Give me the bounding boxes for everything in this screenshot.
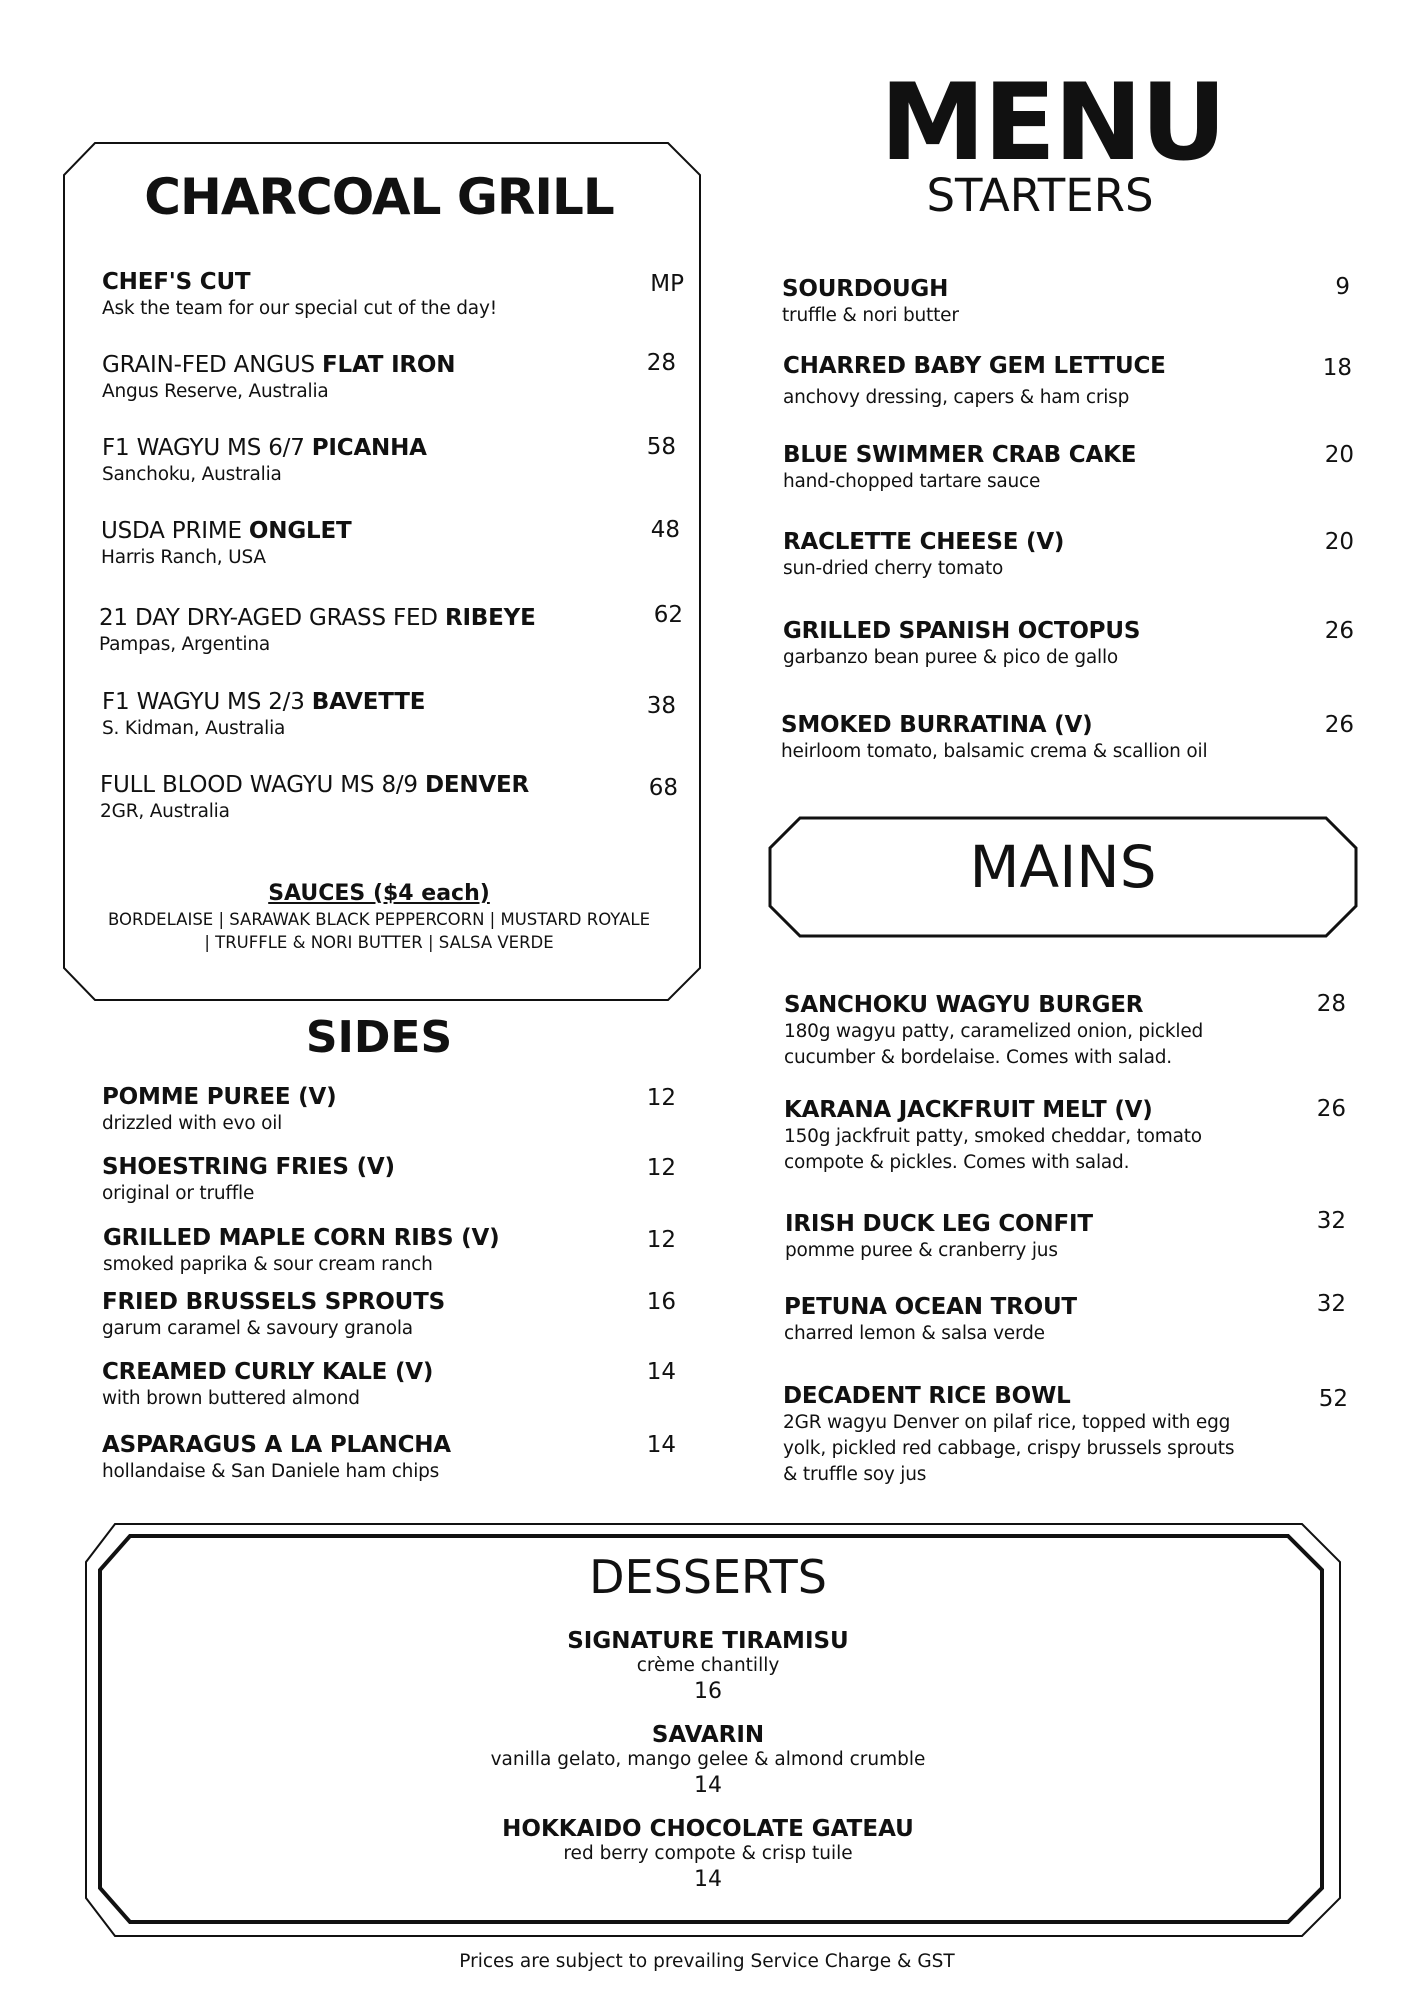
mains-item — [784, 1293, 1077, 1347]
sides-item-desc: garum caramel & savoury granola — [102, 1318, 413, 1339]
starters-item — [783, 528, 1064, 582]
grill-item-price: MP — [650, 271, 684, 297]
desserts-item-price: 14 — [694, 1773, 722, 1798]
desserts-item-name: SIGNATURE TIRAMISU — [567, 1628, 849, 1654]
mains-item-desc-line: pomme puree & cranberry jus — [785, 1240, 1058, 1261]
sides-item-desc: drizzled with evo oil — [102, 1113, 283, 1134]
mains-item-name: SANCHOKU WAGYU BURGER — [784, 992, 1144, 1018]
sides-item — [102, 1358, 433, 1412]
starters-item — [782, 275, 959, 329]
starters-item-name: CHARRED BABY GEM LETTUCE — [783, 353, 1166, 379]
desserts-item-price: 16 — [694, 1679, 722, 1704]
grill-item-desc: Ask the team for our special cut of the day! — [102, 298, 497, 319]
grill-item-prefix: USDA PRIME — [101, 518, 249, 544]
grill-item-prefix: GRAIN-FED ANGUS — [102, 352, 322, 378]
desserts-item — [100, 1721, 1316, 1801]
mains-item-desc-line: compote & pickles. Comes with salad. — [784, 1152, 1130, 1173]
sides-item — [102, 1431, 451, 1485]
starters-item-price: 26 — [1324, 618, 1354, 644]
mains-title: MAINS — [969, 833, 1157, 901]
sides-item-name: FRIED BRUSSELS SPROUTS — [102, 1289, 445, 1315]
starters-item-name: SMOKED BURRATINA (V) — [781, 712, 1093, 738]
sides-item-price: 14 — [646, 1359, 676, 1385]
starters-item-price: 20 — [1324, 529, 1354, 555]
sides-item-name: CREAMED CURLY KALE (V) — [102, 1359, 434, 1385]
starters-item — [783, 352, 1166, 411]
starters-item-name: GRILLED SPANISH OCTOPUS — [783, 618, 1141, 644]
starters-item-name: SOURDOUGH — [782, 276, 949, 302]
grill-item-name: FLAT IRON — [321, 352, 456, 378]
mains-item-desc-line: 180g wagyu patty, caramelized onion, pickled — [784, 1021, 1204, 1042]
mains-item-name: IRISH DUCK LEG CONFIT — [785, 1211, 1093, 1237]
grill-title: CHARCOAL GRILL — [144, 168, 614, 226]
starters-item-desc: hand-chopped tartare sauce — [783, 471, 1041, 492]
starters-item-price: 26 — [1324, 712, 1354, 738]
starters-title: STARTERS — [926, 169, 1154, 222]
grill-item — [102, 434, 427, 488]
mains-item-desc-line: 2GR wagyu Denver on pilaf rice, topped with egg — [783, 1412, 1231, 1433]
sides-item-price: 12 — [646, 1155, 676, 1181]
desserts-item — [100, 1627, 1316, 1707]
grill-item-desc: Pampas, Argentina — [99, 634, 271, 655]
sides-item-desc: hollandaise & San Daniele ham chips — [102, 1461, 440, 1482]
starters-item-desc: anchovy dressing, capers & ham crisp — [783, 387, 1130, 408]
grill-item-prefix: 21 DAY DRY-AGED GRASS FED — [99, 605, 445, 631]
grill-item-name: PICANHA — [311, 435, 427, 461]
mains-item-price: 28 — [1316, 991, 1346, 1017]
sides-title: SIDES — [305, 1012, 453, 1063]
grill-item-price: 38 — [646, 693, 676, 719]
grill-item-prefix: F1 WAGYU MS 2/3 — [102, 689, 312, 715]
mains-item-price: 32 — [1316, 1208, 1346, 1234]
sides-item-name: SHOESTRING FRIES (V) — [102, 1154, 395, 1180]
mains-item-desc-line: & truffle soy jus — [783, 1464, 927, 1485]
sauces-line: | TRUFFLE & NORI BUTTER | SALSA VERDE — [204, 933, 554, 952]
mains-item-desc-line: charred lemon & salsa verde — [784, 1323, 1045, 1344]
mains-item-price: 52 — [1318, 1386, 1348, 1412]
grill-item — [99, 604, 536, 658]
desserts-item-name: SAVARIN — [651, 1722, 765, 1748]
desserts-item-price: 14 — [694, 1867, 722, 1892]
mains-item-name: DECADENT RICE BOWL — [783, 1383, 1071, 1409]
desserts-title: DESSERTS — [589, 1550, 827, 1604]
sides-item — [102, 1083, 336, 1137]
grill-item-prefix: FULL BLOOD WAGYU MS 8/9 — [100, 772, 425, 798]
grill-item-desc: Harris Ranch, USA — [101, 547, 266, 568]
mains-item-desc-line: 150g jackfruit patty, smoked cheddar, tomato — [784, 1126, 1202, 1147]
mains-item — [784, 991, 1203, 1071]
mains-item — [783, 1382, 1234, 1488]
sides-item — [102, 1153, 395, 1207]
desserts-item — [100, 1815, 1316, 1895]
starters-item-price: 18 — [1322, 355, 1352, 381]
starters-item-desc: truffle & nori butter — [782, 305, 959, 326]
starters-item-desc: sun-dried cherry tomato — [783, 558, 1004, 579]
grill-item-desc: S. Kidman, Australia — [102, 718, 286, 739]
desserts-item-desc: crème chantilly — [636, 1655, 780, 1676]
grill-item-prefix: F1 WAGYU MS 6/7 — [102, 435, 312, 461]
sauces-heading: SAUCES ($4 each) — [268, 881, 490, 906]
sides-item — [103, 1224, 499, 1278]
sides-item — [102, 1288, 445, 1342]
grill-item-name: BAVETTE — [311, 689, 426, 715]
sauces-list — [86, 908, 672, 954]
menu-title: MENU — [880, 61, 1225, 184]
grill-item-price: 28 — [646, 350, 676, 376]
grill-item-price: 62 — [653, 602, 683, 628]
desserts-item-desc: red berry compote & crisp tuile — [563, 1843, 853, 1864]
sides-item-desc: with brown buttered almond — [102, 1388, 360, 1409]
grill-item-price: 58 — [646, 434, 676, 460]
sides-item-price: 14 — [646, 1432, 676, 1458]
starters-item-desc: heirloom tomato, balsamic crema & scallion oil — [781, 741, 1208, 762]
sides-item-desc: original or truffle — [102, 1183, 255, 1204]
grill-item — [102, 688, 425, 742]
grill-item-desc: Angus Reserve, Australia — [102, 381, 329, 402]
mains-item-name: PETUNA OCEAN TROUT — [784, 1294, 1077, 1320]
grill-item-price: 68 — [648, 775, 678, 801]
grill-item-desc: 2GR, Australia — [100, 801, 230, 822]
desserts-item-name: HOKKAIDO CHOCOLATE GATEAU — [502, 1816, 914, 1842]
grill-item-name: CHEF'S CUT — [102, 269, 251, 295]
mains-item — [785, 1210, 1093, 1264]
desserts-item-desc: vanilla gelato, mango gelee & almond crumble — [490, 1749, 926, 1770]
mains-item-name: KARANA JACKFRUIT MELT (V) — [784, 1097, 1153, 1123]
mains-item-desc-line: cucumber & bordelaise. Comes with salad. — [784, 1047, 1172, 1068]
sides-item-price: 12 — [646, 1085, 676, 1111]
mains-item — [784, 1096, 1202, 1176]
grill-item-name: RIBEYE — [444, 605, 536, 631]
sides-item-desc: smoked paprika & sour cream ranch — [103, 1254, 433, 1275]
starters-item-desc: garbanzo bean puree & pico de gallo — [783, 647, 1119, 668]
sides-item-price: 12 — [646, 1227, 676, 1253]
sides-item-name: ASPARAGUS A LA PLANCHA — [102, 1432, 451, 1458]
starters-item — [783, 617, 1140, 671]
grill-item — [102, 351, 455, 405]
grill-item-name: DENVER — [424, 772, 530, 798]
sides-item-price: 16 — [646, 1289, 676, 1315]
sides-item-name: GRILLED MAPLE CORN RIBS (V) — [103, 1225, 500, 1251]
grill-item — [102, 268, 497, 322]
mains-item-desc-line: yolk, pickled red cabbage, crispy brussels sprouts — [783, 1438, 1235, 1459]
starters-item-price: 20 — [1324, 442, 1354, 468]
sauces-line: BORDELAISE | SARAWAK BLACK PEPPERCORN | MUSTARD ROYALE — [107, 910, 651, 929]
starters-item — [781, 711, 1207, 765]
starters-item-name: RACLETTE CHEESE (V) — [783, 529, 1065, 555]
grill-item — [100, 771, 529, 825]
starters-item — [783, 441, 1136, 495]
grill-item — [101, 517, 351, 571]
footer-note: Prices are subject to prevailing Service Charge & GST — [459, 1951, 955, 1972]
grill-item-price: 48 — [650, 517, 680, 543]
mains-item-price: 26 — [1316, 1096, 1346, 1122]
grill-item-name: ONGLET — [248, 518, 352, 544]
grill-item-desc: Sanchoku, Australia — [102, 464, 282, 485]
starters-item-name: BLUE SWIMMER CRAB CAKE — [783, 442, 1137, 468]
sides-item-name: POMME PUREE (V) — [102, 1084, 337, 1110]
mains-item-price: 32 — [1316, 1291, 1346, 1317]
starters-item-price: 9 — [1335, 274, 1350, 300]
